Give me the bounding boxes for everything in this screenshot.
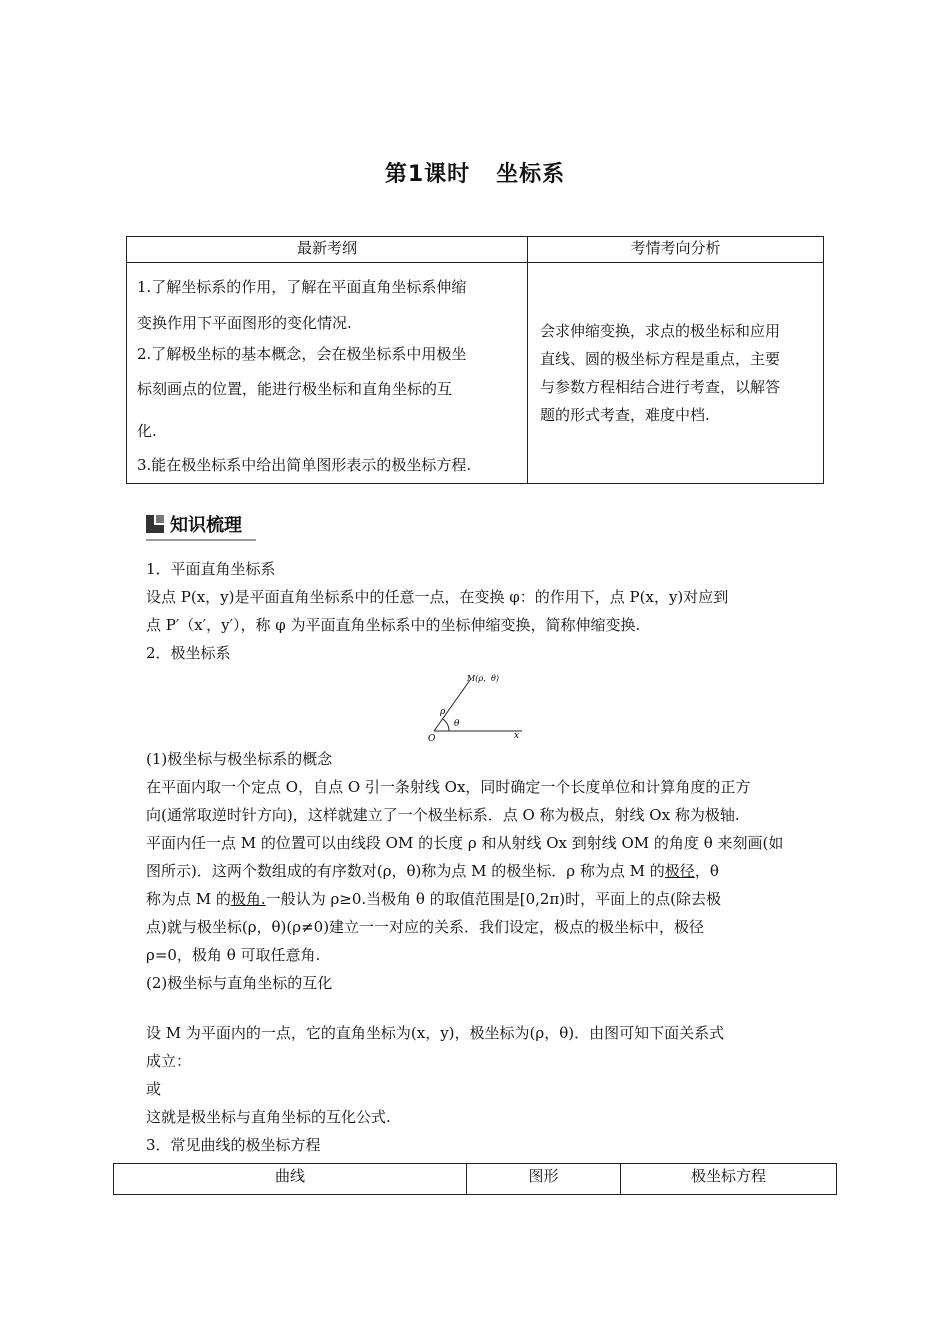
paragraph-line: 点 P′（x′，y′），称 φ 为平面直角坐标系中的坐标伸缩变换，简称伸缩变换. (146, 616, 641, 634)
heading-2: 2．极坐标系 (146, 644, 231, 662)
outline-right-line: 与参数方程相结合进行考查，以解答 (540, 378, 781, 396)
section-label: 知识梳理 (170, 515, 242, 536)
outline-right-line: 直线、圆的极坐标方程是重点，主要 (540, 350, 781, 368)
theta-label: θ (454, 719, 460, 729)
paragraph-line: 称为点 M 的极角.一般认为 ρ≥0.当极角 θ 的取值范围是[0,2π)时，平面上的点(除去极 (146, 890, 721, 908)
curves-col-figure: 图形 (467, 1164, 621, 1195)
heading-2-1: (1)极坐标与极坐标系的概念 (146, 750, 333, 768)
polar-angle-term: 极角. (230, 890, 266, 908)
paragraph-line: 设点 P(x，y)是平面直角坐标系中的任意一点，在变换 φ：的作用下，点 P(x，y)对应到 (146, 588, 729, 606)
curves-col-equation: 极坐标方程 (621, 1164, 837, 1195)
outline-left-line: 标刻画点的位置，能进行极坐标和直角坐标的互 (137, 380, 453, 398)
outline-left-line: 2.了解极坐标的基本概念，会在极坐标系中用极坐 (137, 345, 467, 363)
outline-right-cell (528, 263, 824, 484)
curves-col-curve: 曲线 (114, 1164, 467, 1195)
title-part2: 坐标系 (496, 162, 566, 187)
point-label: M(ρ，θ) (467, 674, 499, 683)
title-part1: 第1课时 (384, 162, 471, 187)
outline-left-cell (127, 263, 528, 484)
polar-ray (434, 680, 470, 731)
polar-radius-term: 极径 (664, 862, 695, 880)
section-square-icon (146, 515, 164, 533)
heading-3: 3．常见曲线的极坐标方程 (146, 1136, 321, 1154)
paragraph-line: 图所示)．这两个数组成的有序数对(ρ，θ)称为点 M 的极坐标．ρ 称为点 M 的极径，θ (146, 862, 719, 880)
angle-arc (443, 719, 449, 731)
outline-col2-header: 考情考向分析 (528, 237, 824, 263)
outline-left-line: 3.能在极坐标系中给出简单图形表示的极坐标方程. (137, 456, 472, 474)
outline-right-line: 会求伸缩变换，求点的极坐标和应用 (540, 322, 781, 340)
outline-left-line: 1.了解坐标系的作用，了解在平面直角坐标系伸缩 (137, 278, 467, 296)
outline-left-line: 变换作用下平面图形的变化情况. (137, 314, 352, 332)
rho-label: ρ (440, 707, 446, 717)
paragraph-line: 在平面内取一个定点 O，自点 O 引一条射线 Ox，同时确定一个长度单位和计算角度的正方 (146, 778, 751, 796)
paragraph-line: 设 M 为平面内的一点，它的直角坐标为(x，y)，极坐标为(ρ，θ)．由图可知下面关系式 (146, 1024, 725, 1042)
page-title (0, 157, 950, 188)
paragraph-line: 这就是极坐标与直角坐标的互化公式. (146, 1108, 391, 1126)
curves-table (113, 1163, 837, 1195)
paragraph-line: 成立： (146, 1052, 192, 1070)
paragraph-line: ρ=0，极角 θ 可取任意角. (146, 946, 321, 964)
outline-left-line: 化. (137, 422, 157, 440)
outline-right-line: 题的形式考查，难度中档. (540, 406, 710, 424)
section-divider (146, 539, 256, 541)
paragraph-line: 或 (146, 1080, 162, 1098)
paragraph-line: 平面内任一点 M 的位置可以由线段 OM 的长度 ρ 和从射线 Ox 到射线 OM 的角度 θ 来刻画(如 (146, 834, 784, 852)
outline-table (126, 236, 824, 484)
outline-col1-header: 最新考纲 (127, 237, 528, 263)
content-block-1 (146, 555, 814, 667)
paragraph-line: 点)就与极坐标(ρ，θ)(ρ≠0)建立一一对应的关系．我们设定，极点的极坐标中，极径 (146, 918, 705, 936)
paragraph-line: 向(通常取逆时针方向)，这样就建立了一个极坐标系．点 O 称为极点，射线 Ox 称为极轴. (146, 806, 740, 824)
heading-2-2: (2)极坐标与直角坐标的互化 (146, 974, 333, 992)
origin-label: O (428, 734, 436, 744)
content-block-2 (146, 745, 814, 997)
content-block-3 (146, 1019, 814, 1159)
axis-label: x (514, 731, 520, 741)
heading-1: 1．平面直角坐标系 (146, 560, 276, 578)
section-header (146, 511, 242, 537)
polar-figure (420, 668, 540, 744)
